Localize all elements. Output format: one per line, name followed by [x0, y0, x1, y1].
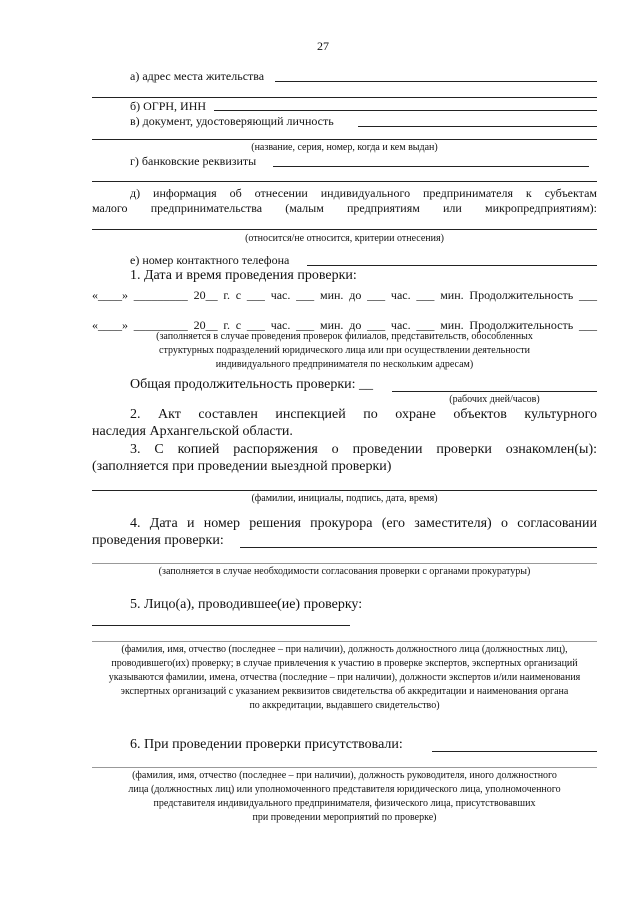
inspectors-caption-1: (фамилия, имя, отчество (последнее – при наличии), должность должностного лица (должностных лиц),	[121, 644, 568, 655]
inspectors-caption-5: по аккредитации, выдавшего свидетельство)	[249, 700, 440, 711]
contact-phone-label: е) номер контактного телефона	[130, 253, 290, 267]
attendees-caption-4: при проведении мероприятий по проверке)	[252, 812, 437, 823]
residence-address-field[interactable]	[275, 81, 597, 82]
identity-document-field[interactable]	[358, 126, 597, 127]
small-business-info-caption: (относится/не относится, критерии отнесения)	[245, 233, 444, 244]
inspectors-caption-3: указываются фамилии, имена, отчества (последние – при наличии), должности экспертов и/или наименования	[108, 672, 581, 683]
small-business-info-line2: малого предпринимательства (малым предприятиям или микропредприятиям):	[92, 201, 597, 215]
acknowledged-persons-caption: (фамилии, инициалы, подпись, дата, время)	[251, 493, 438, 504]
order-copy-acknowledged-line2: (заполняется при проведении выездной проверки)	[92, 459, 392, 474]
attendees-caption-3: представителя индивидуального предпринимателя, физического лица, присутствовавших	[153, 798, 536, 809]
page-number: 27	[317, 39, 329, 53]
prosecutor-approval-field[interactable]	[240, 547, 597, 548]
identity-document-caption: (название, серия, номер, когда и кем выдан)	[251, 142, 438, 153]
bank-details-field[interactable]	[273, 166, 589, 167]
bank-details-label: г) банковские реквизиты	[130, 154, 257, 168]
attendees-caption-1: (фамилия, имя, отчество (последнее – при наличии), должность руководителя, иного должностного	[132, 770, 557, 781]
prosecutor-approval-line1: 4. Дата и номер решения прокурора (его заместителя) о согласовании	[130, 516, 597, 531]
inspection-datetime-caption-3: индивидуального предпринимателя по нескольким адресам)	[215, 359, 474, 370]
inspectors-field[interactable]	[92, 625, 350, 626]
inspectors-caption-2: проводившего(их) проверку; в случае привлечения к участию в проверке экспертов, экспертных организаций	[111, 658, 578, 669]
attendees-caption-2: лица (должностных лиц) или уполномоченного представителя юридического лица, уполномоченного	[128, 784, 561, 795]
attendees-title: 6. При проведении проверки присутствовали:	[130, 737, 403, 752]
residence-address-field-line2[interactable]	[92, 97, 597, 98]
bank-details-field-line2[interactable]	[92, 181, 597, 182]
identity-document-label: в) документ, удостоверяющий личность	[130, 114, 334, 128]
residence-address-label: а) адрес места жительства	[130, 69, 265, 83]
ogrn-inn-label: б) ОГРН, ИНН	[130, 99, 207, 113]
inspection-datetime-row-1[interactable]: «____» _________ 20__ г. с ___ час. ___ мин. до ___ час. ___ мин. Продолжительность ___	[92, 288, 597, 302]
prosecutor-approval-caption: (заполняется в случае необходимости согласования проверки с органами прокуратуры)	[158, 566, 531, 577]
act-compiled-line2: наследия Архангельской области.	[92, 424, 293, 439]
inspection-datetime-row-2[interactable]: «____» _________ 20__ г. с ___ час. ___ мин. до ___ час. ___ мин. Продолжительность ___	[92, 318, 597, 332]
prosecutor-approval-field-line2[interactable]	[92, 563, 597, 564]
attendees-field-line2[interactable]	[92, 767, 597, 768]
attendees-field[interactable]	[432, 751, 597, 752]
total-duration-field[interactable]	[392, 391, 597, 392]
inspection-datetime-caption-1: (заполняется в случае проведения проверок филиалов, представительств, обособленных	[156, 331, 533, 342]
inspection-datetime-caption-2: структурных подразделений юридического лица или при осуществлении деятельности	[159, 345, 530, 356]
contact-phone-field[interactable]	[307, 265, 597, 266]
small-business-info-line1: д) информация об отнесении индивидуального предпринимателя к субъектам	[130, 186, 597, 200]
inspectors-field-line2[interactable]	[92, 641, 597, 642]
order-copy-acknowledged-line1: 3. С копией распоряжения о проведении проверки ознакомлен(ы):	[130, 442, 597, 457]
inspection-datetime-title: 1. Дата и время проведения проверки:	[130, 268, 357, 283]
prosecutor-approval-line2: проведения проверки:	[92, 533, 224, 548]
act-compiled-line1: 2. Акт составлен инспекцией по охране объектов культурного	[130, 407, 597, 422]
identity-document-field-line2[interactable]	[92, 139, 597, 140]
small-business-info-field[interactable]	[92, 229, 597, 230]
total-duration-label: Общая продолжительность проверки: __	[130, 377, 374, 392]
ogrn-inn-field[interactable]	[214, 110, 597, 111]
total-duration-caption: (рабочих дней/часов)	[449, 394, 540, 405]
inspectors-title: 5. Лицо(а), проводившее(ие) проверку:	[130, 597, 363, 612]
inspectors-caption-4: экспертных организаций с указанием реквизитов свидетельства об аккредитации и наименования органа	[120, 686, 569, 697]
acknowledged-persons-field[interactable]	[92, 490, 597, 491]
